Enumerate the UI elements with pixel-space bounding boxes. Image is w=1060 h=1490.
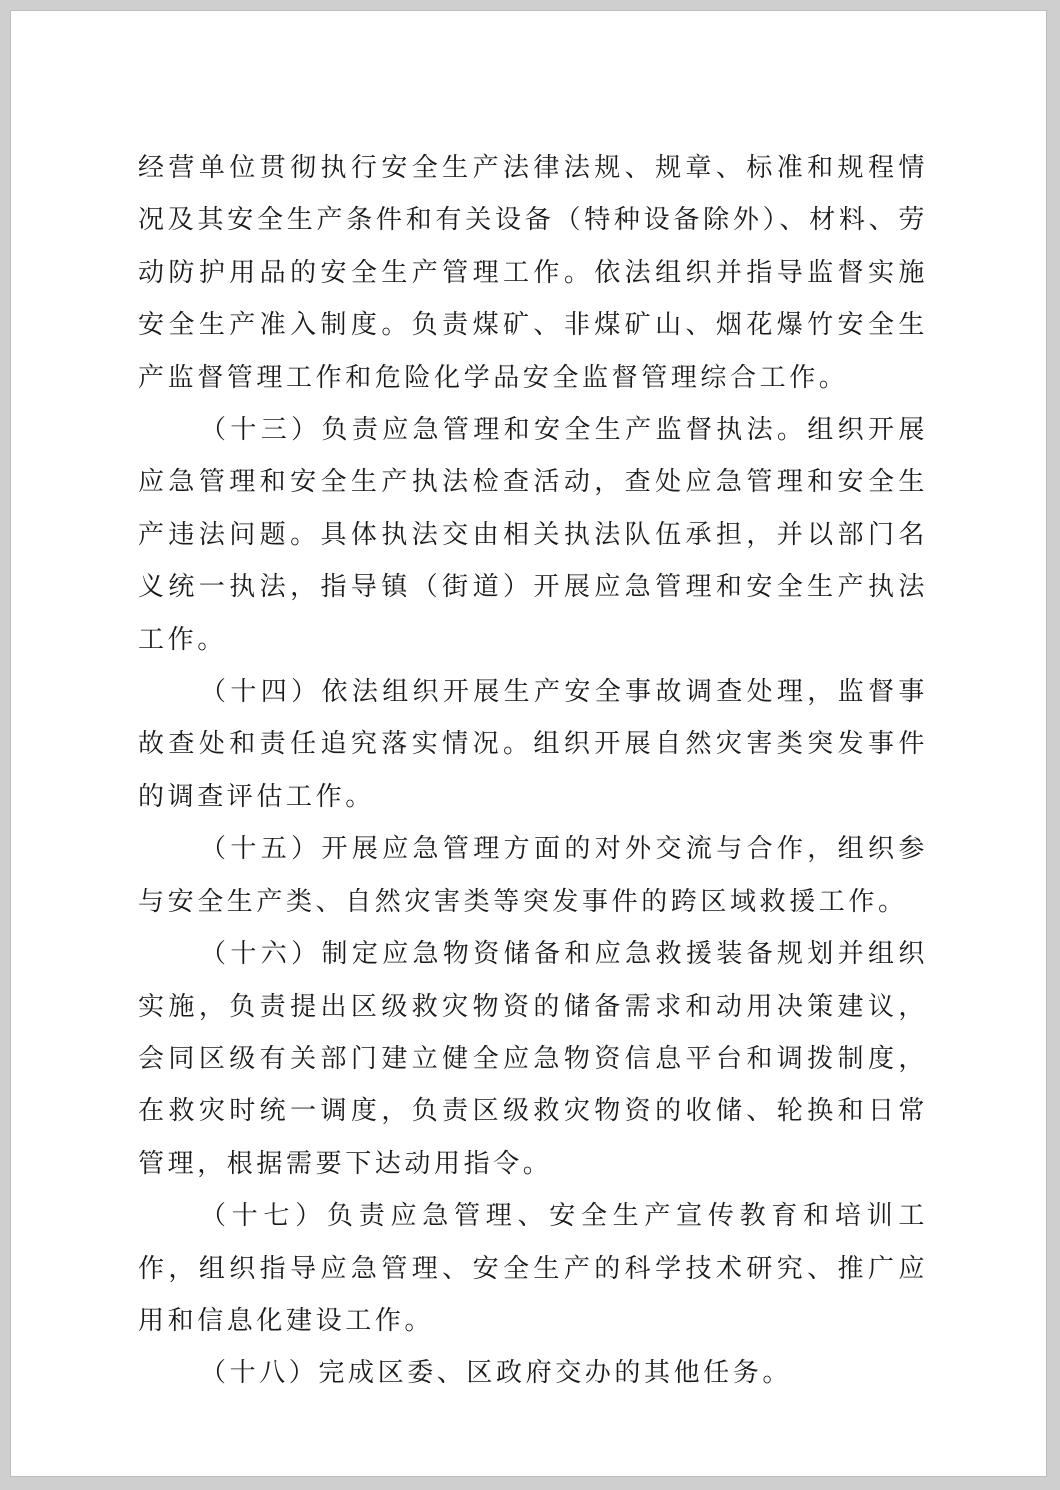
paragraph-item-13: （十三）负责应急管理和安全生产监督执法。组织开展应急管理和安全生产执法检查活动，查处应急管理和安全生产违法问题。具体执法交由相关执法队伍承担，并以部门名义统一执法，指导镇（街道）开展应急管理和安全生产执法工作。 bbox=[138, 415, 928, 655]
document-page bbox=[10, 10, 1047, 1477]
paragraph-continuation: 经营单位贯彻执行安全生产法律法规、规章、标准和规程情况及其安全生产条件和有关设备（特种设备除外）、材料、劳动防护用品的安全生产管理工作。依法组织并指导监督实施安全生产准入制度。负责煤矿、非煤矿山、烟花爆竹安全生产监督管理工作和危险化学品安全监督管理综合工作。 bbox=[138, 153, 928, 393]
paragraph-item-14: （十四）依法组织开展生产安全事故调查处理，监督事故查处和责任追究落实情况。组织开展自然灾害类突发事件的调查评估工作。 bbox=[138, 677, 928, 812]
paragraph-item-18: （十八）完成区委、区政府交办的其他任务。 bbox=[200, 1358, 793, 1389]
document-body bbox=[138, 142, 928, 1400]
paragraph-item-17: （十七）负责应急管理、安全生产宣传教育和培训工作，组织指导应急管理、安全生产的科学技术研究、推广应用和信息化建设工作。 bbox=[138, 1201, 928, 1336]
paragraph-item-15: （十五）开展应急管理方面的对外交流与合作，组织参与安全生产类、自然灾害类等突发事件的跨区域救援工作。 bbox=[138, 834, 928, 917]
paragraph-item-16: （十六）制定应急物资储备和应急救援装备规划并组织实施，负责提出区级救灾物资的储备需求和动用决策建议，会同区级有关部门建立健全应急物资信息平台和调拨制度，在救灾时统一调度，负责区级救灾物资的收储、轮换和日常管理，根据需要下达动用指令。 bbox=[138, 939, 928, 1179]
